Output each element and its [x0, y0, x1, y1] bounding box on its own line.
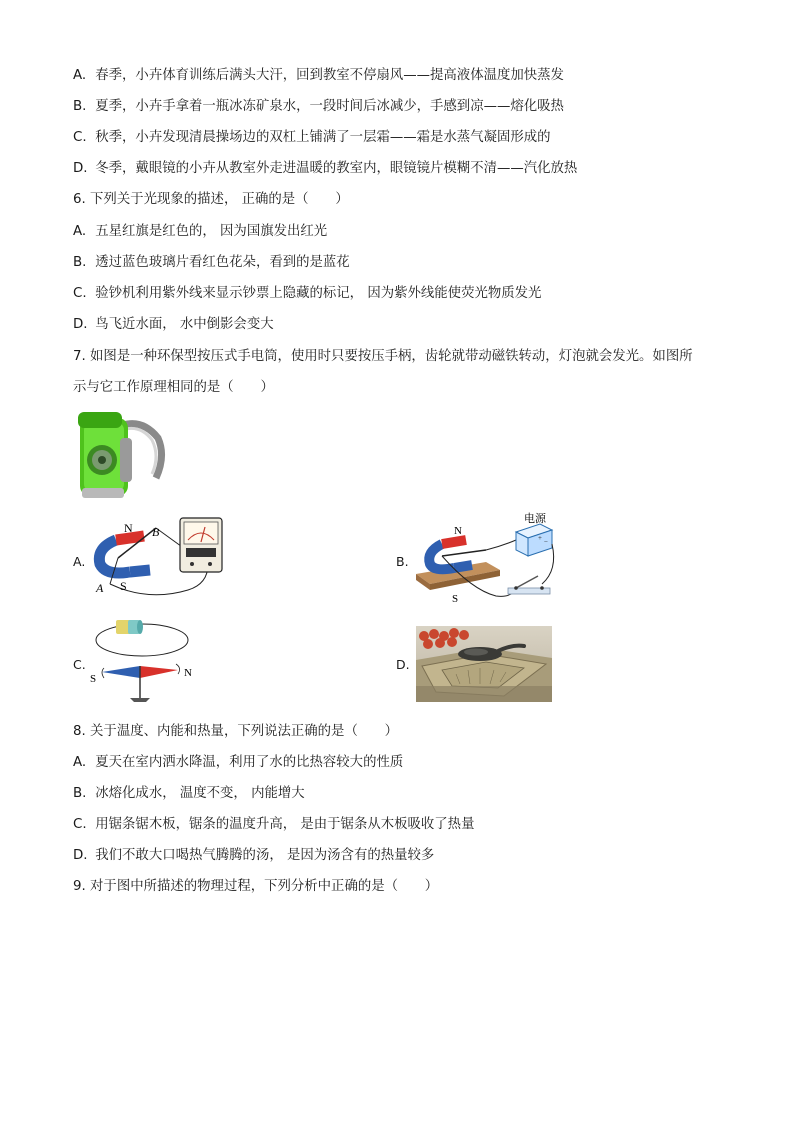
magnet-n-label: N	[454, 525, 462, 537]
option-text: 夏天在室内洒水降温，利用了水的比热容较大的性质	[95, 755, 404, 770]
q6-option-c[interactable]	[73, 285, 541, 303]
magnet-n-label: N	[124, 521, 133, 535]
svg-text:+: +	[538, 534, 542, 542]
option-text: 我们不敢大口喝热气腾腾的汤， 是因为汤含有的热量较多	[95, 848, 435, 863]
q8-stem: 8. 关于温度、内能和热量，下列说法正确的是（ ）	[73, 724, 399, 739]
magnet-s-label: S	[452, 593, 459, 605]
option-label: D.	[73, 848, 88, 863]
q9-stem: 9. 对于图中所描述的物理过程，下列分析中正确的是（ ）	[73, 879, 439, 894]
q7-stem-line1: 7. 如图是一种环保型按压式手电筒，使用时只要按压手柄，齿轮就带动磁铁转动，灯泡就会发光。如图所	[73, 349, 693, 364]
option-label: B.	[73, 786, 87, 801]
q8-option-b[interactable]	[73, 785, 305, 803]
q5-option-d[interactable]	[73, 160, 577, 178]
needle-s-label: S	[90, 673, 97, 685]
option-text: 五星红旗是红色的， 因为国旗发出红光	[95, 224, 328, 239]
option-text: 用锯条锯木板，锯条的温度升高， 是由于锯条从木板吸收了热量	[95, 817, 475, 832]
option-text: 验钞机利用紫外线来显示钞票上隐藏的标记， 因为紫外线能使荧光物质发光	[95, 286, 542, 301]
option-label: B.	[73, 99, 87, 114]
option-text: 冰熔化成水， 温度不变， 内能增大	[95, 786, 305, 801]
power-supply-label: 电源	[524, 513, 546, 525]
option-label: A.	[73, 755, 87, 770]
q5-option-b[interactable]	[73, 98, 564, 116]
q5-option-c[interactable]	[73, 129, 551, 147]
option-text: 春季，小卉体育训练后满头大汗，回到教室不停扇风——提高液体温度加快蒸发	[95, 68, 564, 83]
sinan-compass-image	[416, 626, 552, 702]
option-label: D.	[73, 161, 88, 176]
q5-option-a[interactable]	[73, 67, 564, 85]
wire-end-b-label: B	[152, 525, 160, 539]
option-label: A.	[73, 68, 87, 83]
q7-figure-a[interactable]	[88, 514, 236, 606]
option-text: 秋季，小卉发现清晨操场边的双杠上铺满了一层霜——霜是水蒸气凝固形成的	[95, 130, 551, 145]
q7-option-d-label: D.	[396, 657, 410, 672]
svg-text:−: −	[544, 538, 548, 546]
option-text: 鸟飞近水面， 水中倒影会变大	[95, 317, 274, 332]
q6-option-b[interactable]	[73, 254, 350, 272]
option-text: 夏季，小卉手拿着一瓶冰冻矿泉水，一段时间后冰减少，手感到凉——熔化吸热	[95, 99, 564, 114]
option-label: C.	[73, 817, 87, 832]
magnet-s-label: S	[120, 579, 127, 593]
option-label: C.	[73, 286, 87, 301]
q7-stem-line2: 示与它工作原理相同的是（ ）	[73, 380, 274, 395]
q6-option-d[interactable]	[73, 316, 274, 334]
q7-figure-c[interactable]	[88, 612, 198, 710]
q8-option-d[interactable]	[73, 847, 434, 865]
q7-option-c-label: C.	[73, 657, 86, 672]
wire-end-a-label: A	[96, 581, 104, 595]
q7-option-b-label: B.	[396, 554, 409, 569]
q8-option-c[interactable]	[73, 816, 474, 834]
option-text: 透过蓝色玻璃片看红色花朵，看到的是蓝花	[95, 255, 350, 270]
option-label: D.	[73, 317, 88, 332]
needle-n-label: N	[184, 667, 192, 679]
option-label: A.	[73, 224, 87, 239]
q7-figure-b[interactable]	[412, 510, 560, 606]
flashlight-image	[72, 408, 172, 500]
q6-option-a[interactable]	[73, 223, 327, 241]
option-text: 冬季，戴眼镜的小卉从教室外走进温暖的教室内，眼镜镜片模糊不清——汽化放热	[95, 161, 578, 176]
q6-stem: 6. 下列关于光现象的描述， 正确的是（ ）	[73, 192, 349, 207]
option-label: C.	[73, 130, 87, 145]
q7-option-a-label: A.	[73, 554, 86, 569]
q8-option-a[interactable]	[73, 754, 403, 772]
option-label: B.	[73, 255, 87, 270]
